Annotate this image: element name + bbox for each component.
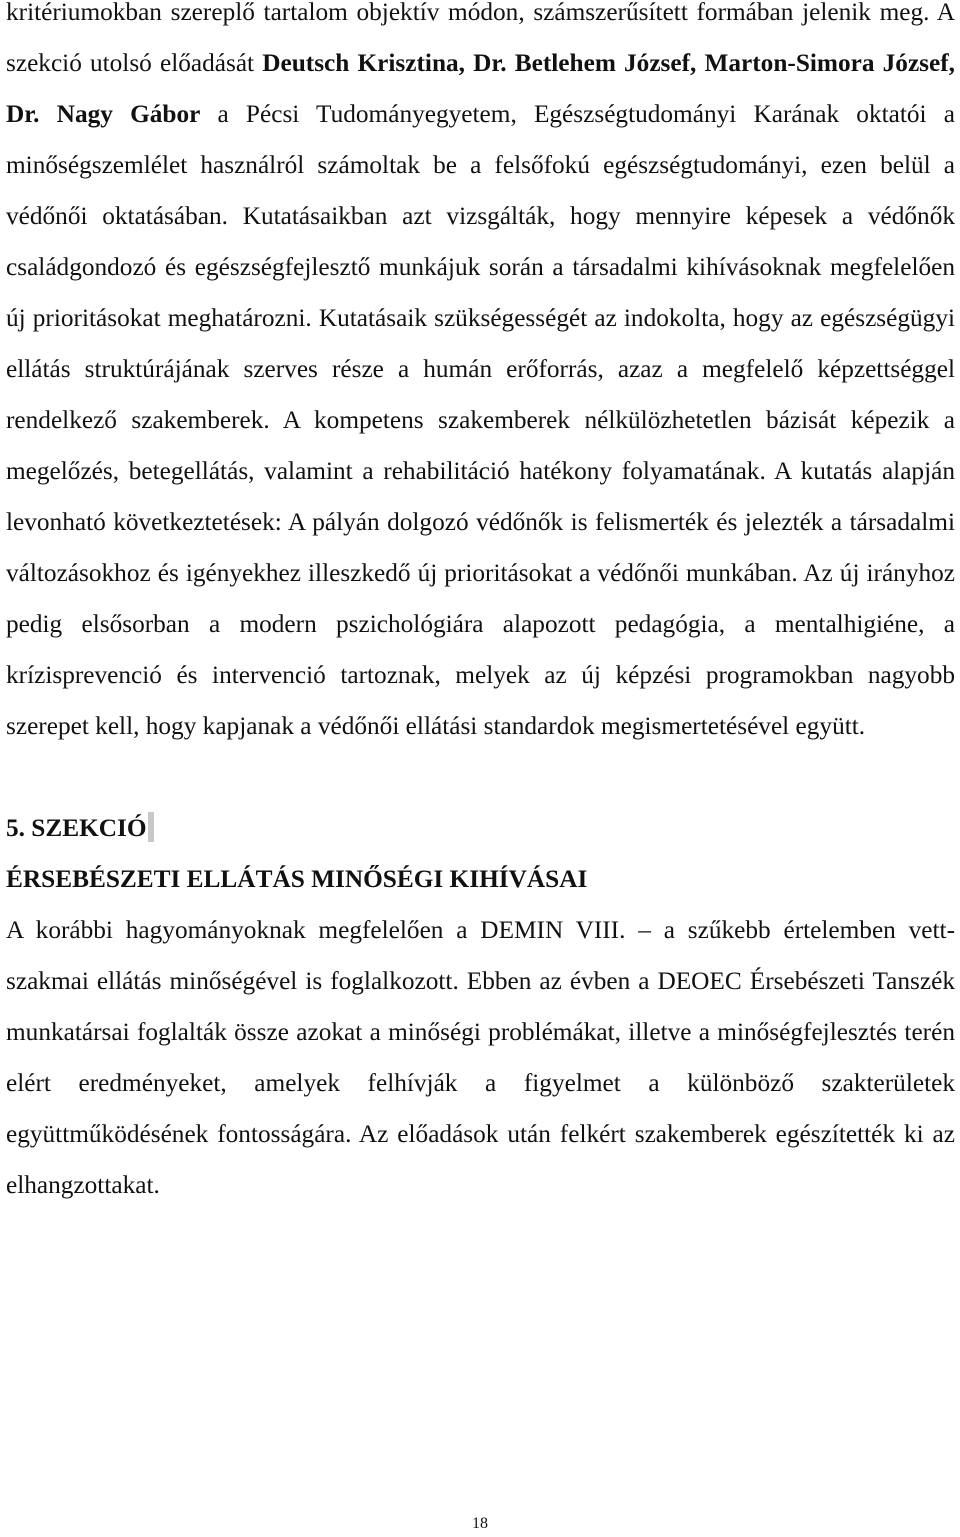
document-page [6, 0, 955, 1211]
section-paragraph: A korábbi hagyományoknak megfelelően a DEMIN VIII. – a szűkebb értelemben vett- szakmai ellátás minőségével is foglalkozott. Ebben az évben a DEOEC Érsebészeti Tanszék munkatársai foglalták össze azokat a minőségi problémákat, illetve a minőségfejlesztés terén elért eredményeket, amelyek felhívják a figyelmet a különböző szakterületek együttműködésének fontosságára. Az előadások után felkért szakemberek egészítették ki az elhangzottakat. [6, 916, 955, 1199]
text-cursor-marker [148, 812, 154, 842]
author-names: Deutsch Krisztina, Dr. Betlehem József, Marton-Simora József, Dr. Nagy Gábor [6, 49, 955, 128]
body-paragraph-1 [6, 0, 955, 752]
section-5 [6, 803, 955, 1211]
page-number: 18 [472, 1515, 488, 1532]
section-number-heading [6, 803, 955, 854]
paragraph-rest-text: a Pécsi Tudományegyetem, Egészségtudományi Karának oktatói a minőségszemlélet használról számoltak be a felsőfokú egészségtudományi, ezen belül a védőnői oktatásában. Kutatásaikban azt vizsgálták, hogy mennyire képesek a védőnők családgondozó és egészségfejlesztő munkájuk során a társadalmi kihívásoknak megfelelően új prioritásokat meghatározni. Kutatásaik szükségességét az indokolta, hogy az egészségügyi ellátás struktúrájának szerves része a humán erőforrás, azaz a megfelelő képzettséggel rendelkező szakemberek. A kompetens szakemberek nélkülözhetetlen bázisát képezik a megelőzés, betegellátás, valamint a rehabilitáció hatékony folyamatának. A kutatás alapján levonható következtetések: A pályán dolgozó védőnők is felismerték és jelezték a társadalmi változásokhoz és igényekhez illeszkedő új prioritásokat a védőnői munkában. Az új irányhoz pedig elsősorban a modern pszichológiára alapozott pedagógia, a mentalhigiéne, a krízisprevenció és intervenció tartoznak, melyek az új képzési programokban nagyobb szerepet kell, hogy kapjanak a védőnői ellátási standardok megismertetésével együtt. [6, 100, 955, 740]
section-title: ÉRSEBÉSZETI ELLÁTÁS MINŐSÉGI KIHÍVÁSAI [6, 865, 588, 893]
section-number-label: 5. SZEKCIÓ [6, 814, 147, 842]
paragraph-intro-text: kritériumokban szereplő tartalom objektív módon, számszerűsített formában jelenik meg. A szekció utolsó előadását [6, 0, 955, 77]
